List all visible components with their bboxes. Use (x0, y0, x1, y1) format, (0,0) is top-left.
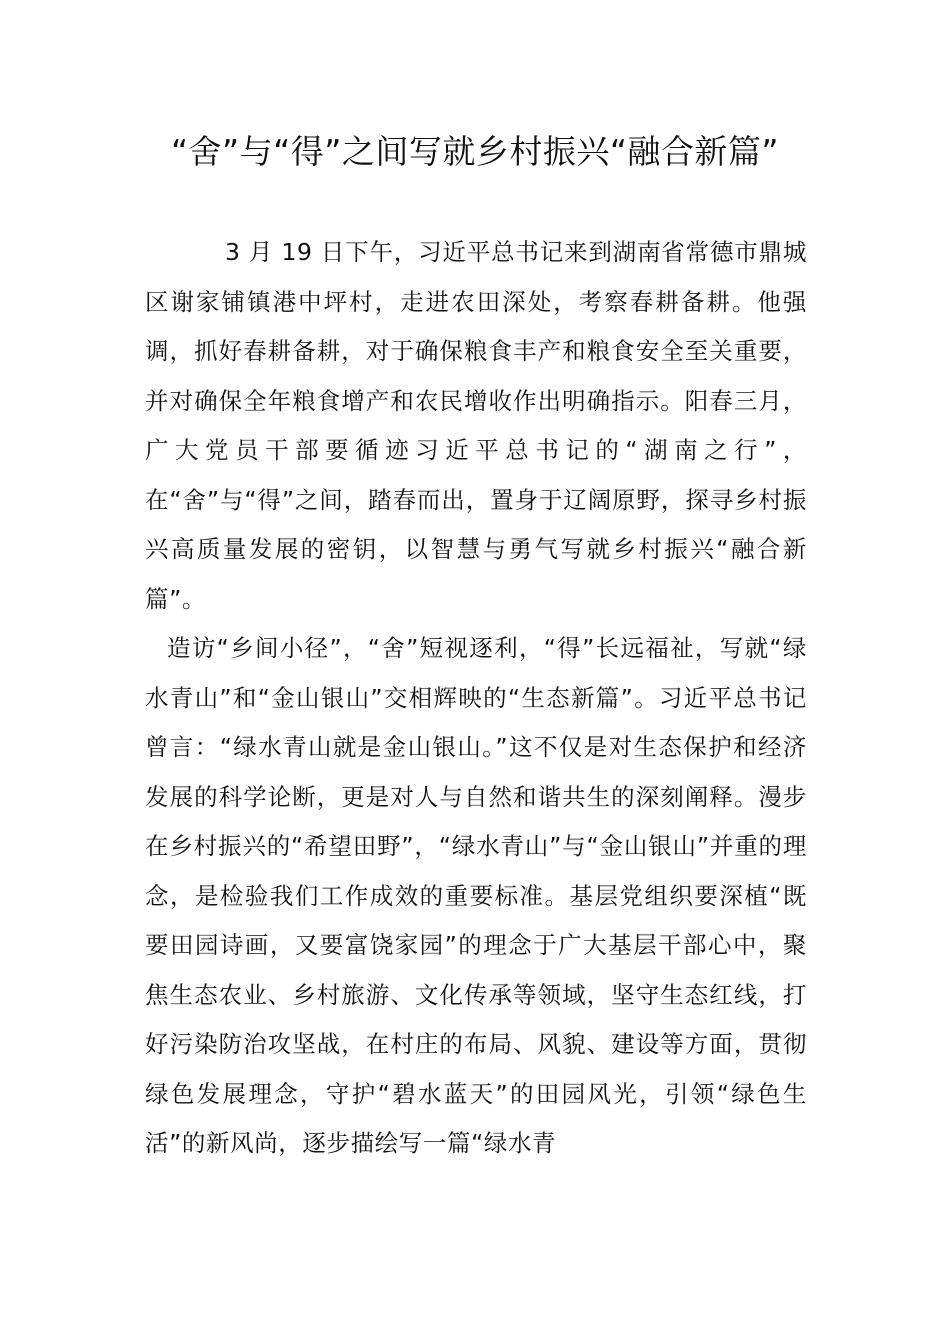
paragraph-2: 造访“乡间小径”，“舍”短视逐利，“得”长远福祉，写就“绿水青山”和“金山银山”交相辉映的“生态新篇”。习近平总书记曾言：“绿水青山就是金山银山。”这不仅是对生态保护和经济发展的科学论断，更是对人与自然和谐共生的深刻阐释。漫步在乡村振兴的“希望田野”，“绿水青山”与“金山银山”并重的理念，是检验我们工作成效的重要标准。基层党组织要深植“既要田园诗画，又要富饶家园”的理念于广大基层干部心中，聚焦生态农业、乡村旅游、文化传承等领域，坚守生态红线，打好污染防治攻坚战，在村庄的布局、风貌、建设等方面，贯彻绿色发展理念，守护“碧水蓝天”的田园风光，引领“绿色生活”的新风尚，逐步描绘写一篇“绿水青 (145, 634, 807, 1157)
document-title: “舍”与“得”之间写就乡村振兴“融合新篇” (170, 132, 780, 171)
paragraph-1: 3 月 19 日下午，习近平总书记来到湖南省常德市鼎城区谢家铺镇港中坪村，走进农田深处，考察春耕备耕。他强调，抓好春耕备耕，对于确保粮食丰产和粮食安全至关重要，并对确保全年粮食增产和农民增收作出明确指示。阳春三月，广大党员干部要循迹习近平总书记的“湖南之行”，在“舍”与“得”之间，踏春而出，置身于辽阔原野，探寻乡村振兴高质量发展的密钥，以智慧与勇气写就乡村振兴“融合新篇”。 (145, 238, 807, 613)
